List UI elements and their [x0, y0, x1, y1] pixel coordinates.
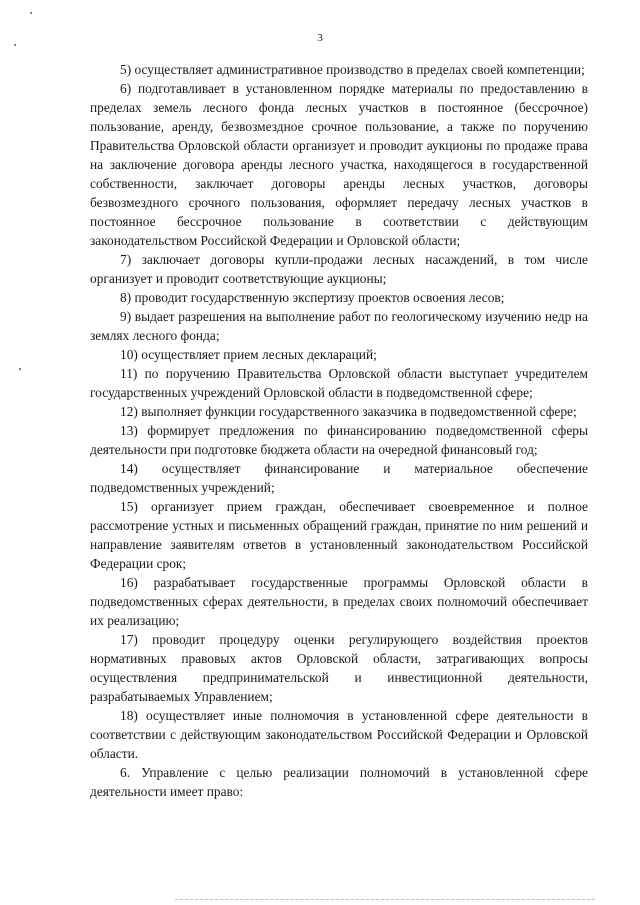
document-body [90, 60, 588, 801]
scan-bottom-edge [175, 899, 595, 900]
paragraph-item-16: 16) разрабатывает государственные программы Орловской области в подведомственных сферах деятельности, в пределах своих полномочий обеспечивает их реализацию; [90, 575, 588, 628]
paragraph-item-12: 12) выполняет функции государственного заказчика в подведомственной сфере; [120, 404, 577, 419]
paragraph-item-9: 9) выдает разрешения на выполнение работ по геологическому изучению недр на землях лесного фонда; [90, 309, 588, 343]
paragraph-item-10: 10) осуществляет прием лесных деклараций; [120, 347, 377, 362]
paragraph-item-5: 5) осуществляет административное производство в пределах своей компетенции; [120, 62, 585, 77]
paragraph-item-14: 14) осуществляет финансирование и материальное обеспечение подведомственных учреждений; [90, 461, 588, 495]
paragraph-item-6: 6) подготавливает в установленном порядке материалы по предоставлению в пределах земель лесного фонда лесных участков в постоянное (бессрочное) пользование, аренду, безвозмездное срочное пользование, а также по поручению Правительства Орловской области организует и проводит аукционы по продаже права на заключение договора аренды лесного участка, находящегося в государственной собственности, заключает договоры аренды лесных участков, договоры безвозмездного срочного пользования, оформляет передачу лесных участков в постоянное бессрочное пользование в соответствии с действующим законодательством Российской Федерации и Орловской области; [90, 81, 588, 248]
section-6-intro: 6. Управление с целью реализации полномочий в установленной сфере деятельности имеет право: [90, 765, 588, 799]
scan-speck [30, 12, 32, 14]
page-number: 3 [317, 32, 323, 44]
scan-speck [14, 44, 16, 46]
scan-speck [19, 368, 21, 370]
paragraph-item-8: 8) проводит государственную экспертизу проектов освоения лесов; [120, 290, 505, 305]
paragraph-item-7: 7) заключает договоры купли-продажи лесных насаждений, в том числе организует и проводит соответствующие аукционы; [90, 252, 588, 286]
paragraph-item-18: 18) осуществляет иные полномочия в установленной сфере деятельности в соответствии с действующим законодательством Российской Федерации и Орловской области. [90, 708, 588, 761]
paragraph-item-17: 17) проводит процедуру оценки регулирующего воздействия проектов нормативных правовых актов Орловской области, затрагивающих вопросы осуществления предпринимательской и инвестиционной деятельности, разрабатываемых Управлением; [90, 632, 588, 704]
paragraph-item-13: 13) формирует предложения по финансированию подведомственной сферы деятельности при подготовке бюджета области на очередной финансовый год; [90, 423, 588, 457]
paragraph-item-11: 11) по поручению Правительства Орловской области выступает учредителем государственных учреждений Орловской области в подведомственной сфере; [90, 366, 588, 400]
paragraph-item-15: 15) организует прием граждан, обеспечивает своевременное и полное рассмотрение устных и письменных обращений граждан, принятие по ним решений и направление заявителям ответов в установленный законодательством Российской Федерации срок; [90, 499, 588, 571]
